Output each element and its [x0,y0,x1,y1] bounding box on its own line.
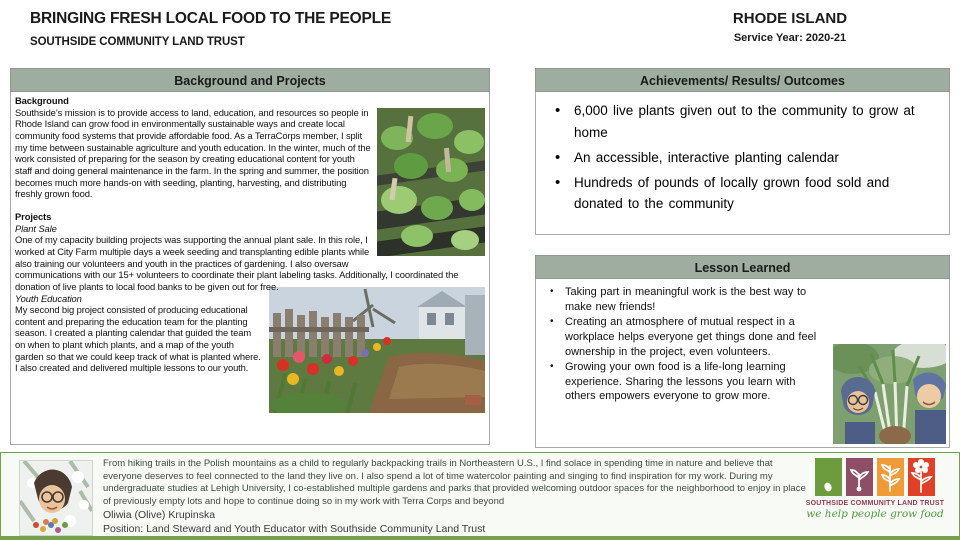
seed-icon [815,458,842,496]
tulip-garden-photo [269,287,485,413]
projects-heading: Projects [15,210,52,222]
achievements-title: Achievements/ Results/ Outcomes [535,68,950,92]
lesson-item: • Growing your own food is a life-long learning experience. Sharing the lessons you learn with others empowers everyone to grow more. [544,360,823,404]
achievement-item: • Hundreds of pounds of locally grown food sold and donated to the community [546,172,916,216]
member-bio: From hiking trails in the Polish mountains as a child to regularly backpacking trails in Northeastern U.S., I find solace in spending time in nature and believe that everyone deserves to feel connected to the land they live on. I also spend a lot of time watercolor painting and singing to find inspiration for my work. During my undergraduate studies at Lehigh University, I co-established multiple gardens and parks that provided welcoming outdoor spaces for the neighborhood to enjoy in place of previously empty lots and hope to continue doing so in my work with Terra Corps and beyond [103,458,806,507]
page-title: BRINGING FRESH LOCAL FOOD TO THE PEOPLE [30,10,392,27]
seedling-trays-photo [377,108,485,256]
sprout-icon [846,458,873,496]
service-year: Service Year: 2020-21 [733,32,847,44]
southside-logo [799,458,951,520]
achievements-body [535,92,950,235]
logo-wordmark: SOUTHSIDE COMMUNITY LAND TRUST [805,500,945,507]
youth-education-text: My second big project consisted of producing educational content and preparing the education team for the planting season. I created a planting calendar that guided the team on when to plant which plants, and a map of the youth garden so that we could keep track of what is planted where. I also created and delivered multiple lessons to our youth. [15,304,261,374]
member-portrait-photo [19,460,93,536]
lessons-body [535,279,950,448]
background-projects-body [10,92,490,445]
achievement-item: • 6,000 live plants given out to the community to grow at home [546,100,916,144]
lesson-item: • Creating an atmosphere of mutual respect in a workplace helps everyone get things done and feel ownership in the project, even volunteers. [544,315,823,359]
background-heading: Background [15,95,69,106]
member-name: Oliwia (Olive) Krupinska [103,509,216,521]
background-projects-title: Background and Projects [10,68,490,92]
lesson-item: • Taking part in meaningful work is the best way to make new friends! [544,285,823,314]
youth-education-heading: Youth Education [15,292,82,304]
lessons-panel [535,255,950,448]
harvest-volunteers-photo [833,344,946,444]
org-subtitle: SOUTHSIDE COMMUNITY LAND TRUST [30,36,245,48]
state-title: RHODE ISLAND [732,10,848,27]
achievements-panel [535,68,950,235]
member-position: Position: Land Steward and Youth Educator with Southside Community Land Trust [103,523,486,535]
seedling-icon [877,458,904,496]
logo-tagline: we help people grow food [806,508,944,520]
logo-growth-squares [799,458,951,496]
header-right [640,10,940,44]
lessons-title: Lesson Learned [535,255,950,279]
achievements-list [546,100,939,215]
plant-sale-heading: Plant Sale [15,222,57,234]
background-text: Southside’s mission is to provide access to land, education, and resources so people in Rhode Island can grow food in environmentally sustainable ways and create local community food systems that provide affordable food. As a TerraCorps member, I split my time between sustainable agriculture and youth education. In the winter, much of the work consisted of preparing for the season by creating educational content for youth staff and doing general maintenance in the farm. In the spring and summer, the position becomes much more hands-on with seeding, planting, harvesting, and distributing freshly grown food. [15,106,371,200]
flowering-plant-icon [908,458,935,496]
header-left [30,10,391,48]
footer-bio-bar [0,452,960,540]
plant-sale-text: One of my capacity building projects was supporting the annual plant sale. In this role, I worked at City Farm multiple days a week seeding and transplanting edible plants while also training our volunteers and youth in the practices of gardening. I also oversaw communications with our 15+ volunteers to coordinate their plant labeling tasks. Additionally, I coordinated the donation of live plants to local food banks to be given out for free. [15,234,459,292]
achievement-item: • An accessible, interactive planting calendar [546,147,916,169]
background-projects-panel [10,68,490,445]
